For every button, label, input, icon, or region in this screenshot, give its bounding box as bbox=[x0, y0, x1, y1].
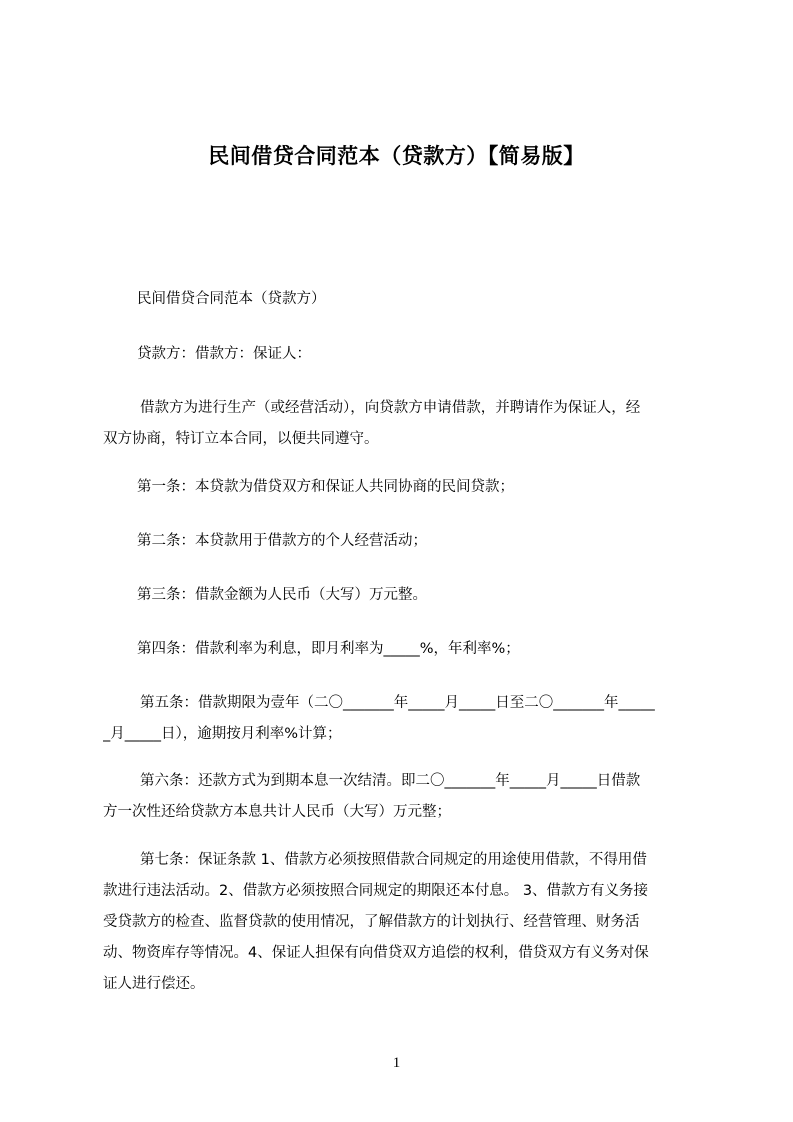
article-7-line: 动、物资库存等情况。4、保证人担保有向借贷双方追偿的权利，借贷双方有义务对保 bbox=[103, 945, 649, 961]
article-2: 第二条：本贷款用于借款方的个人经营活动； bbox=[137, 533, 427, 549]
parties-line: 贷款方：借款方：保证人： bbox=[137, 346, 311, 362]
article-6-line: 方一次性还给贷款方本息共计人民币（大写）万元整； bbox=[103, 804, 451, 820]
intro-line: 借款方为进行生产（或经营活动），向贷款方申请借款，并聘请作为保证人，经 bbox=[140, 400, 641, 416]
article-3: 第三条：借款金额为人民币（大写）万元整。 bbox=[137, 587, 427, 603]
article-7-line: 受贷款方的检查、监督贷款的使用情况，了解借款方的计划执行、经营管理、财务活 bbox=[103, 914, 640, 930]
intro-paragraph bbox=[103, 393, 700, 455]
document-title: 民间借贷合同范本（贷款方）【简易版】 bbox=[208, 144, 585, 168]
article-7 bbox=[103, 845, 700, 1000]
article-7-line: 第七条：保证条款 1、借款方必须按照借款合同规定的用途使用借款，不得用借 bbox=[140, 852, 647, 868]
intro-line: 双方协商，特订立本合同，以便共同遵守。 bbox=[103, 431, 379, 447]
document-subtitle: 民间借贷合同范本（贷款方） bbox=[137, 291, 326, 307]
article-5-line: 第五条：借款期限为壹年（二〇_______年_____月_____日至二〇_______年_____ bbox=[140, 695, 655, 711]
article-5 bbox=[103, 688, 700, 750]
article-4: 第四条：借款利率为利息，即月利率为_____%，年利率%； bbox=[137, 641, 520, 657]
article-6 bbox=[103, 766, 700, 828]
article-6-line: 第六条：还款方式为到期本息一次结清。即二〇_______年_____月_____日借款 bbox=[140, 773, 641, 789]
article-7-line: 证人进行偿还。 bbox=[103, 976, 205, 992]
article-5-line: _月_____日），逾期按月利率%计算； bbox=[103, 726, 342, 742]
page-number: 1 bbox=[392, 1055, 401, 1071]
article-7-line: 款进行违法活动。2、借款方必须按照合同规定的期限还本付息。 3、借款方有义务接 bbox=[103, 883, 649, 899]
article-1: 第一条：本贷款为借贷双方和保证人共同协商的民间贷款； bbox=[137, 479, 514, 495]
